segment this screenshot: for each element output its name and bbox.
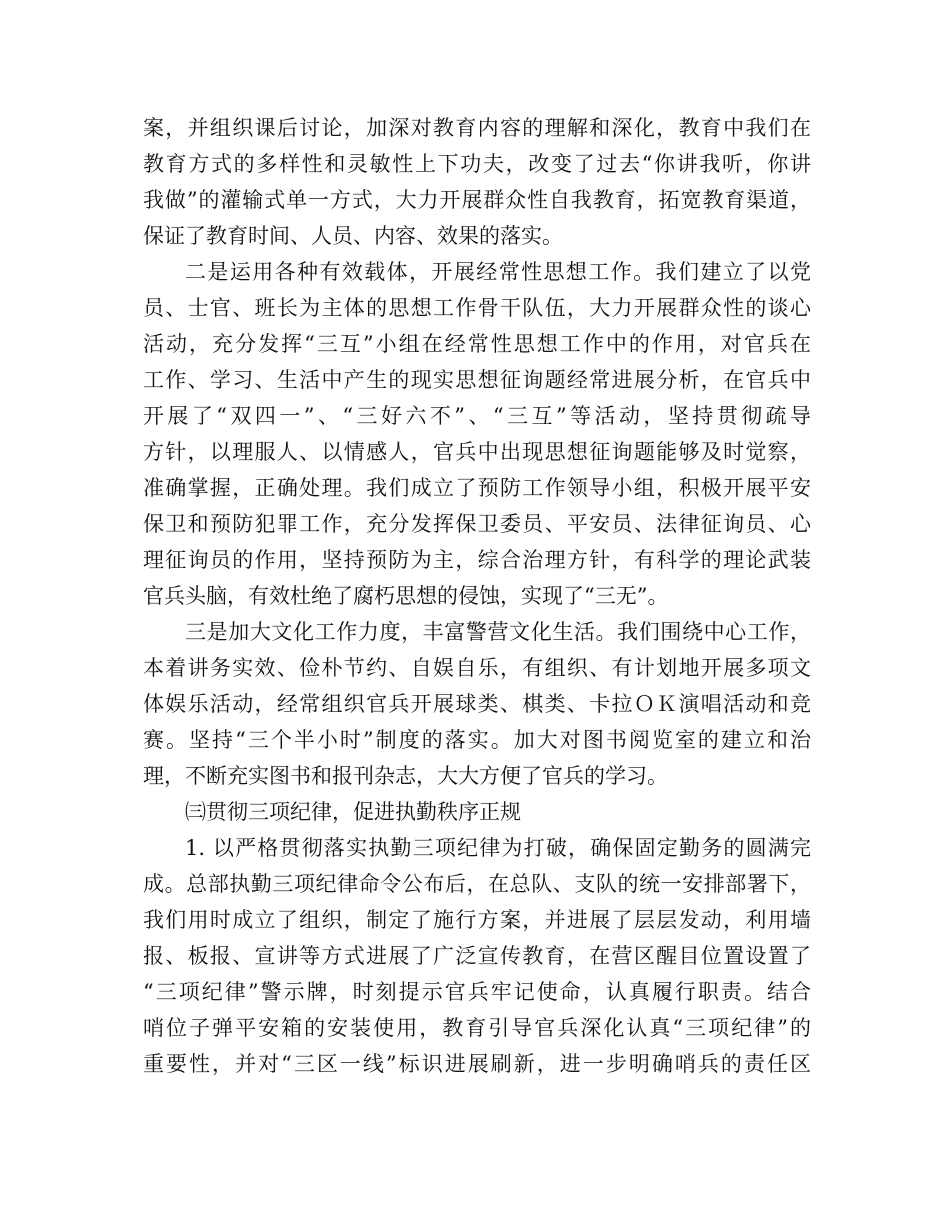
text-line: 本着讲务实效、俭朴节约、自娱自乐，有组织、有计划地开展多项文 <box>143 656 811 680</box>
text-line: 理征询员的作用，坚持预防为主，综合治理方针，有科学的理论武装 <box>143 548 811 572</box>
text-line: 案，并组织课后讨论，加深对教育内容的理解和深化，教育中我们在 <box>143 116 811 140</box>
text-line: 赛。坚持“三个半小时”制度的落实。加大对图书阅览室的建立和治 <box>143 728 811 752</box>
text-line: 活动，充分发挥“三互”小组在经常性思想工作中的作用，对官兵在 <box>143 332 811 356</box>
paragraph-start-line: 三是加大文化工作力度，丰富警营文化生活。我们围绕中心工作， <box>185 620 811 644</box>
text-line: 成。总部执勤三项纪律命令公布后，在总队、支队的统一安排部署下， <box>143 872 811 896</box>
text-line: 开展了“双四一”、“三好六不”、“三互”等活动，坚持贯彻疏导 <box>143 404 811 428</box>
text-line: 保证了教育时间、人员、内容、效果的落实。 <box>143 224 563 248</box>
text-line: 我们用时成立了组织，制定了施行方案，并进展了层层发动，利用墙 <box>143 908 811 932</box>
text-line: 工作、学习、生活中产生的现实思想征询题经常进展分析，在官兵中 <box>143 368 811 392</box>
text-line: 教育方式的多样性和灵敏性上下功夫，改变了过去“你讲我听，你讲 <box>143 152 811 176</box>
paragraph-start-line: 二是运用各种有效载体，开展经常性思想工作。我们建立了以党 <box>185 260 811 284</box>
text-line: 员、士官、班长为主体的思想工作骨干队伍，大力开展群众性的谈心 <box>143 296 811 320</box>
paragraph-start-line: 1. 以严格贯彻落实执勤三项纪律为打破，确保固定勤务的圆满完 <box>185 836 811 860</box>
text-line: 报、板报、宣讲等方式进展了广泛宣传教育，在营区醒目位置设置了 <box>143 944 811 968</box>
text-line: 理，不断充实图书和报刊杂志，大大方便了官兵的学习。 <box>143 764 668 788</box>
text-line: 体娱乐活动，经常组织官兵开展球类、棋类、卡拉ＯＫ演唱活动和竞 <box>143 692 811 716</box>
text-line: 官兵头脑，有效杜绝了腐朽思想的侵蚀，实现了“三无”。 <box>143 584 669 608</box>
text-line: 重要性，并对“三区一线”标识进展刷新，进一步明确哨兵的责任区 <box>143 1052 811 1076</box>
document-body <box>143 110 811 1082</box>
text-line: 哨位子弹平安箱的安装使用，教育引导官兵深化认真“三项纪律”的 <box>143 1016 811 1040</box>
text-line: 我做”的灌输式单一方式，大力开展群众性自我教育，拓宽教育渠道， <box>143 188 811 212</box>
text-line: 方针，以理服人、以情感人，官兵中出现思想征询题能够及时觉察， <box>143 440 811 464</box>
text-line: 准确掌握，正确处理。我们成立了预防工作领导小组，积极开展平安 <box>143 476 811 500</box>
section-heading: ㈢贯彻三项纪律，促进执勤秩序正规 <box>185 800 521 824</box>
text-line: 保卫和预防犯罪工作，充分发挥保卫委员、平安员、法律征询员、心 <box>143 512 811 536</box>
text-line: “三项纪律”警示牌，时刻提示官兵牢记使命，认真履行职责。结合 <box>143 980 811 1004</box>
